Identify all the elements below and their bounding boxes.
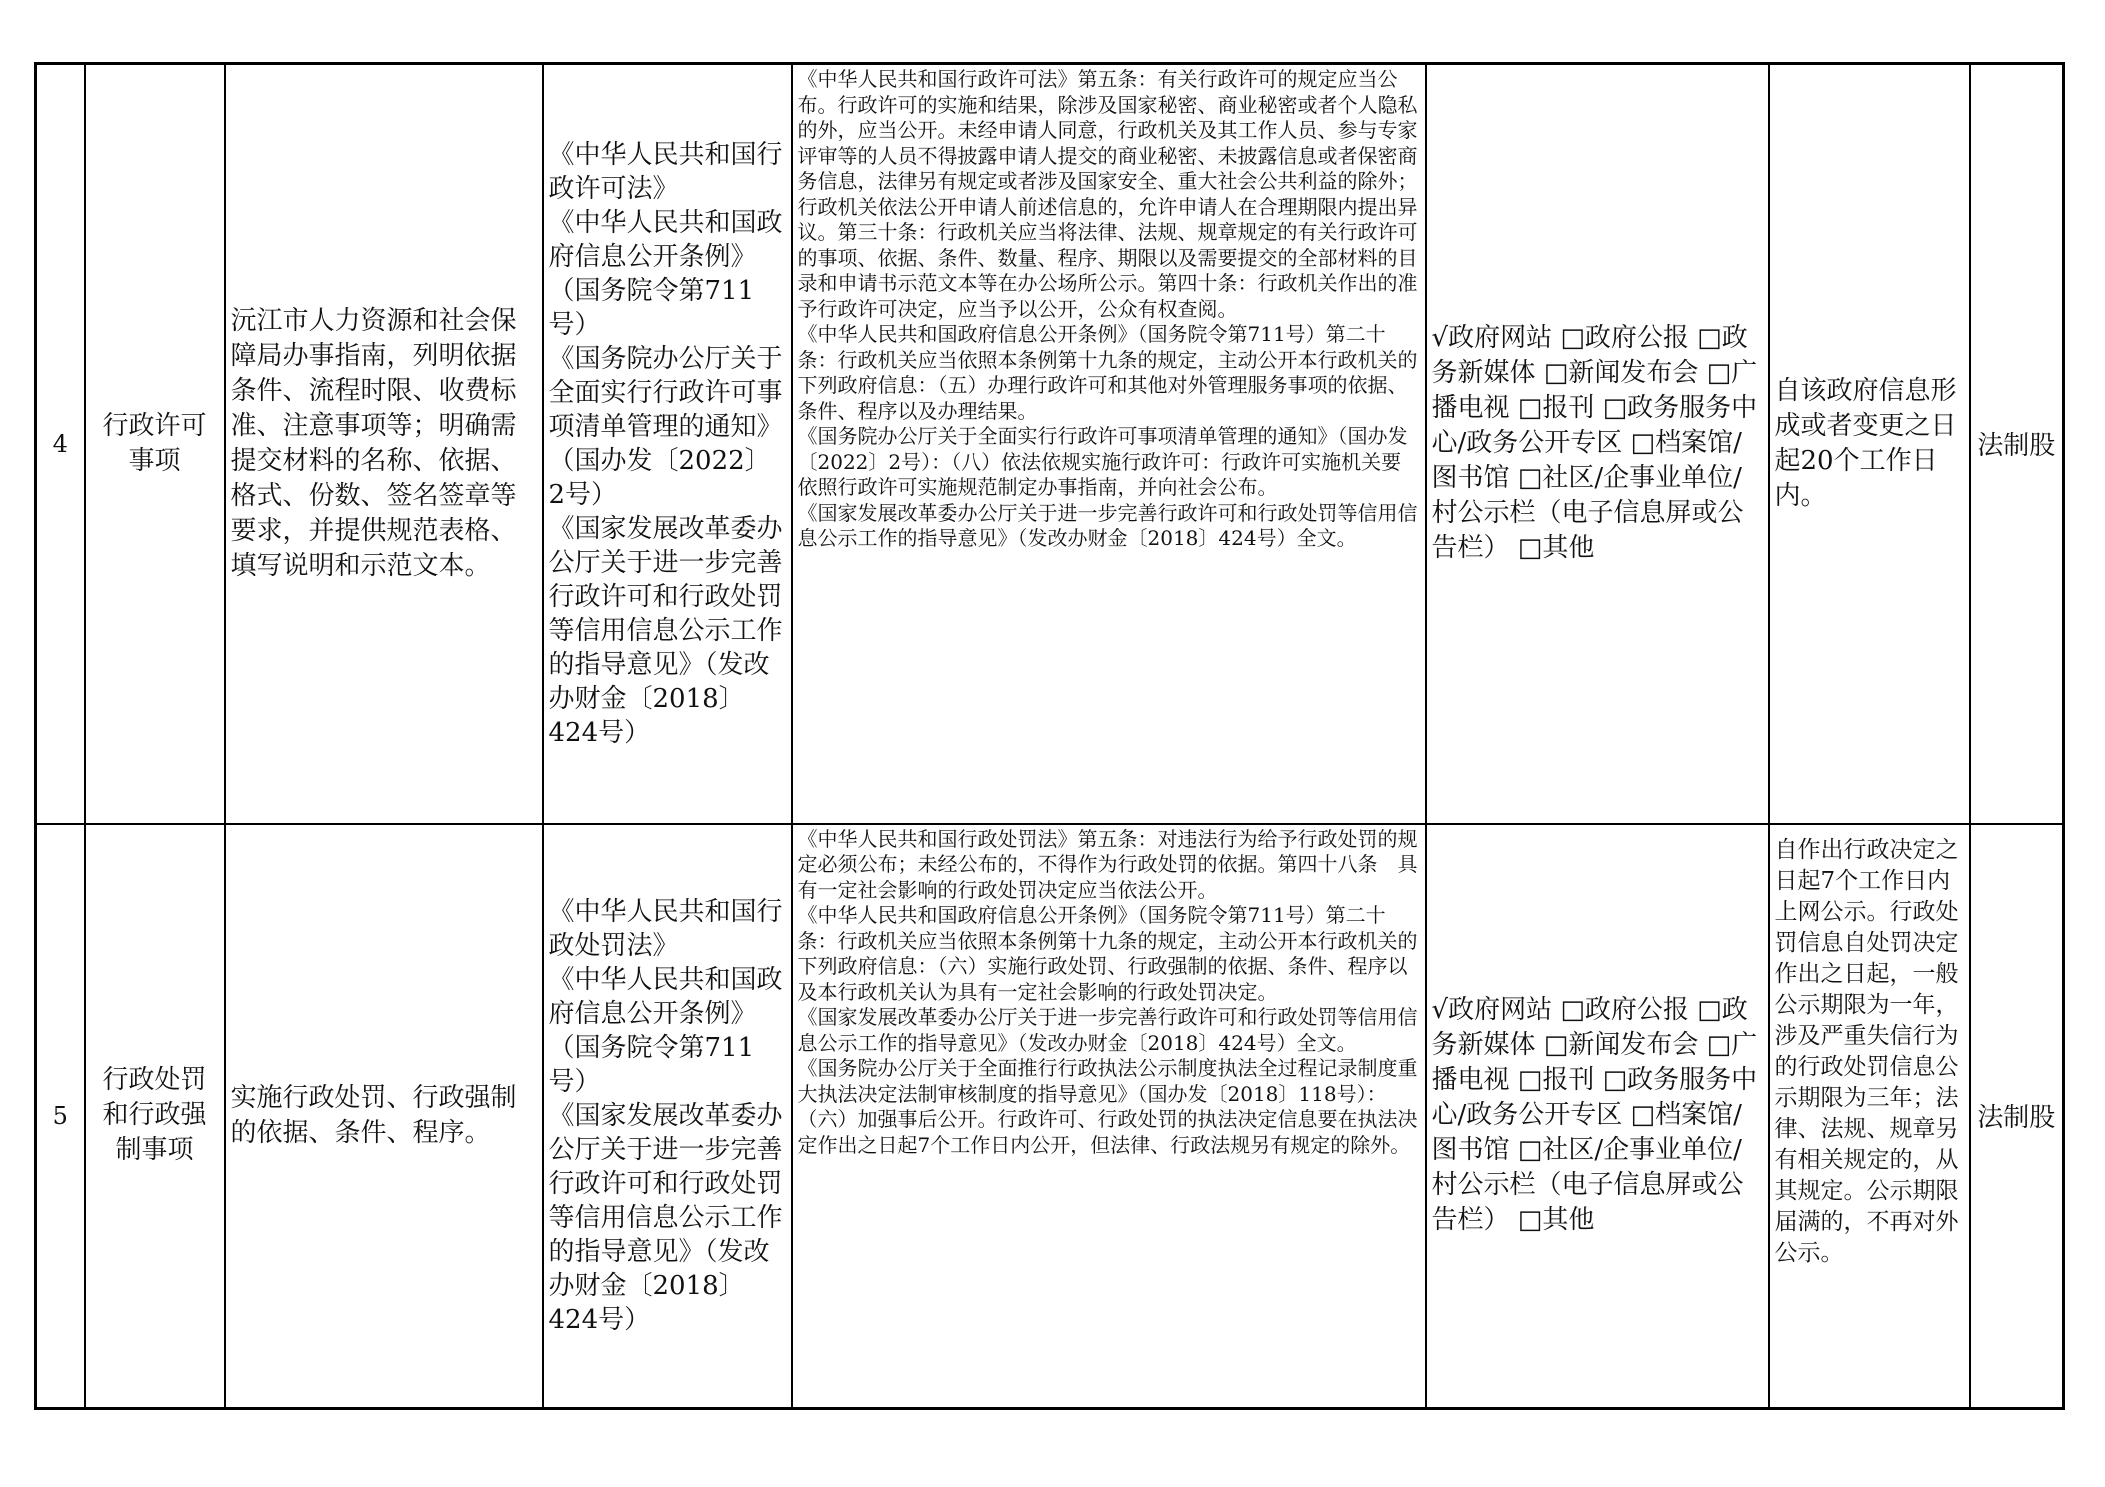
legal-clause: 《国家发展改革委办公厅关于进一步完善行政许可和行政处罚等信用信息公示工作的指导意见》（发改办财金〔2018〕424号）全文。 [797, 500, 1418, 550]
disclosure-channels: √政府网站 □政府公报 □政务新媒体 □新闻发布会 □广播电视 □报刊 □政务服务中心/政务公开专区 □档案馆/图书馆 □社区/企事业单位/村公示栏（电子信息屏或公告栏） □其他 [1426, 824, 1769, 1409]
item-name: 行政处罚 和行政强 制事项 [85, 824, 225, 1409]
legal-clause: 《中华人民共和国行政许可法》第五条：有关行政许可的规定应当公布。行政许可的实施和结果，除涉及国家秘密、商业秘密或者个人隐私的外，应当公开。未经申请人同意，行政机关及其工作人员、参与专家评审等的人员不得披露申请人提交的商业秘密、未披露信息或者保密商务信息，法律另有规定或者涉及国家安全、重大社会公共利益的除外；行政机关依法公开申请人前述信息的，允许申请人在合理期限内提出异议。第三十条：行政机关应当将法律、法规、规章规定的有关行政许可的事项、依据、条件、数量、程序、期限以及需要提交的全部材料的目录和申请书示范文本等在办公场所公示。第四十条：行政机关作出的准予行政许可决定，应当予以公开，公众有权查阅。 [797, 67, 1418, 321]
disclosure-time-limit: 自作出行政决定之日起7个工作日内上网公示。行政处罚信息自处罚决定作出之日起，一般公示期限为一年，涉及严重失信行为的行政处罚信息公示期限为三年；法律、法规、规章另有相关规定的，从其规定。公示期限届满的，不再对外公示。 [1769, 824, 1970, 1409]
legal-clause: 《国务院办公厅关于全面推行行政执法公示制度执法全过程记录制度重大执法决定法制审核制度的指导意见》（国办发〔2018〕118号）：（六）加强事后公开。行政许可、行政处罚的执法决定信息要在执法决定作出之日起7个工作日内公开，但法律、行政法规另有规定的除外。 [797, 1056, 1418, 1157]
row-number: 4 [36, 64, 85, 824]
disclosure-content: 沅江市人力资源和社会保障局办事指南，列明依据条件、流程时限、收费标准、注意事项等；明确需提交材料的名称、依据、格式、份数、签名签章等要求，并提供规范表格、填写说明和示范文本。 [225, 64, 543, 824]
disclosure-content: 实施行政处罚、行政强制的依据、条件、程序。 [225, 824, 543, 1409]
disclosure-time-limit: 自该政府信息形成或者变更之日起20个工作日内。 [1769, 64, 1970, 824]
table-row [36, 824, 2064, 1409]
disclosure-channels: √政府网站 □政府公报 □政务新媒体 □新闻发布会 □广播电视 □报刊 □政务服务中心/政务公开专区 □档案馆/图书馆 □社区/企事业单位/村公示栏（电子信息屏或公告栏） □其他 [1426, 64, 1769, 824]
legal-clause: 《中华人民共和国行政处罚法》第五条：对违法行为给予行政处罚的规定必须公布；未经公布的，不得作为行政处罚的依据。第四十八条 具有一定社会影响的行政处罚决定应当依法公开。 [797, 826, 1418, 902]
legal-basis: 《中华人民共和国行政许可法》 《中华人民共和国政府信息公开条例》（国务院令第711号） 《国务院办公厅关于全面实行行政许可事项清单管理的通知》（国办发〔2022〕2号） 《国家发展改革委办公厅关于进一步完善行政许可和行政处罚等信用信息公示工作的指导意见》（发改办财金〔2018〕424号） [543, 64, 792, 824]
legal-clause: 《国务院办公厅关于全面实行行政许可事项清单管理的通知》（国办发〔2022〕2号）：（八）依法依规实施行政许可：行政许可实施机关要依照行政许可实施规范制定办事指南，并向社会公布。 [797, 424, 1408, 499]
legal-detail [792, 64, 1426, 824]
legal-clause: 《国家发展改革委办公厅关于进一步完善行政许可和行政处罚等信用信息公示工作的指导意见》（发改办财金〔2018〕424号）全文。 [797, 1005, 1418, 1055]
item-name: 行政许可 事项 [85, 64, 225, 824]
legal-basis: 《中华人民共和国行政处罚法》 《中华人民共和国政府信息公开条例》（国务院令第711号） 《国家发展改革委办公厅关于进一步完善行政许可和行政处罚等信用信息公示工作的指导意见》（发改办财金〔2018〕424号） [543, 824, 792, 1409]
responsible-department: 法制股 [1970, 64, 2064, 824]
row-number: 5 [36, 824, 85, 1409]
legal-clause: 《中华人民共和国政府信息公开条例》（国务院令第711号）第二十条：行政机关应当依照本条例第十九条的规定，主动公开本行政机关的下列政府信息：（六）实施行政处罚、行政强制的依据、条件、程序以及本行政机关认为具有一定社会影响的行政处罚决定。 [797, 903, 1418, 1004]
disclosure-table [34, 62, 2065, 1410]
responsible-department: 法制股 [1970, 824, 2064, 1409]
legal-clause: 《中华人民共和国政府信息公开条例》（国务院令第711号）第二十条：行政机关应当依照本条例第十九条的规定，主动公开本行政机关的下列政府信息：（五）办理行政许可和其他对外管理服务事项的依据、条件、程序以及办理结果。 [797, 322, 1418, 423]
legal-detail [792, 824, 1426, 1409]
table-row [36, 64, 2064, 824]
